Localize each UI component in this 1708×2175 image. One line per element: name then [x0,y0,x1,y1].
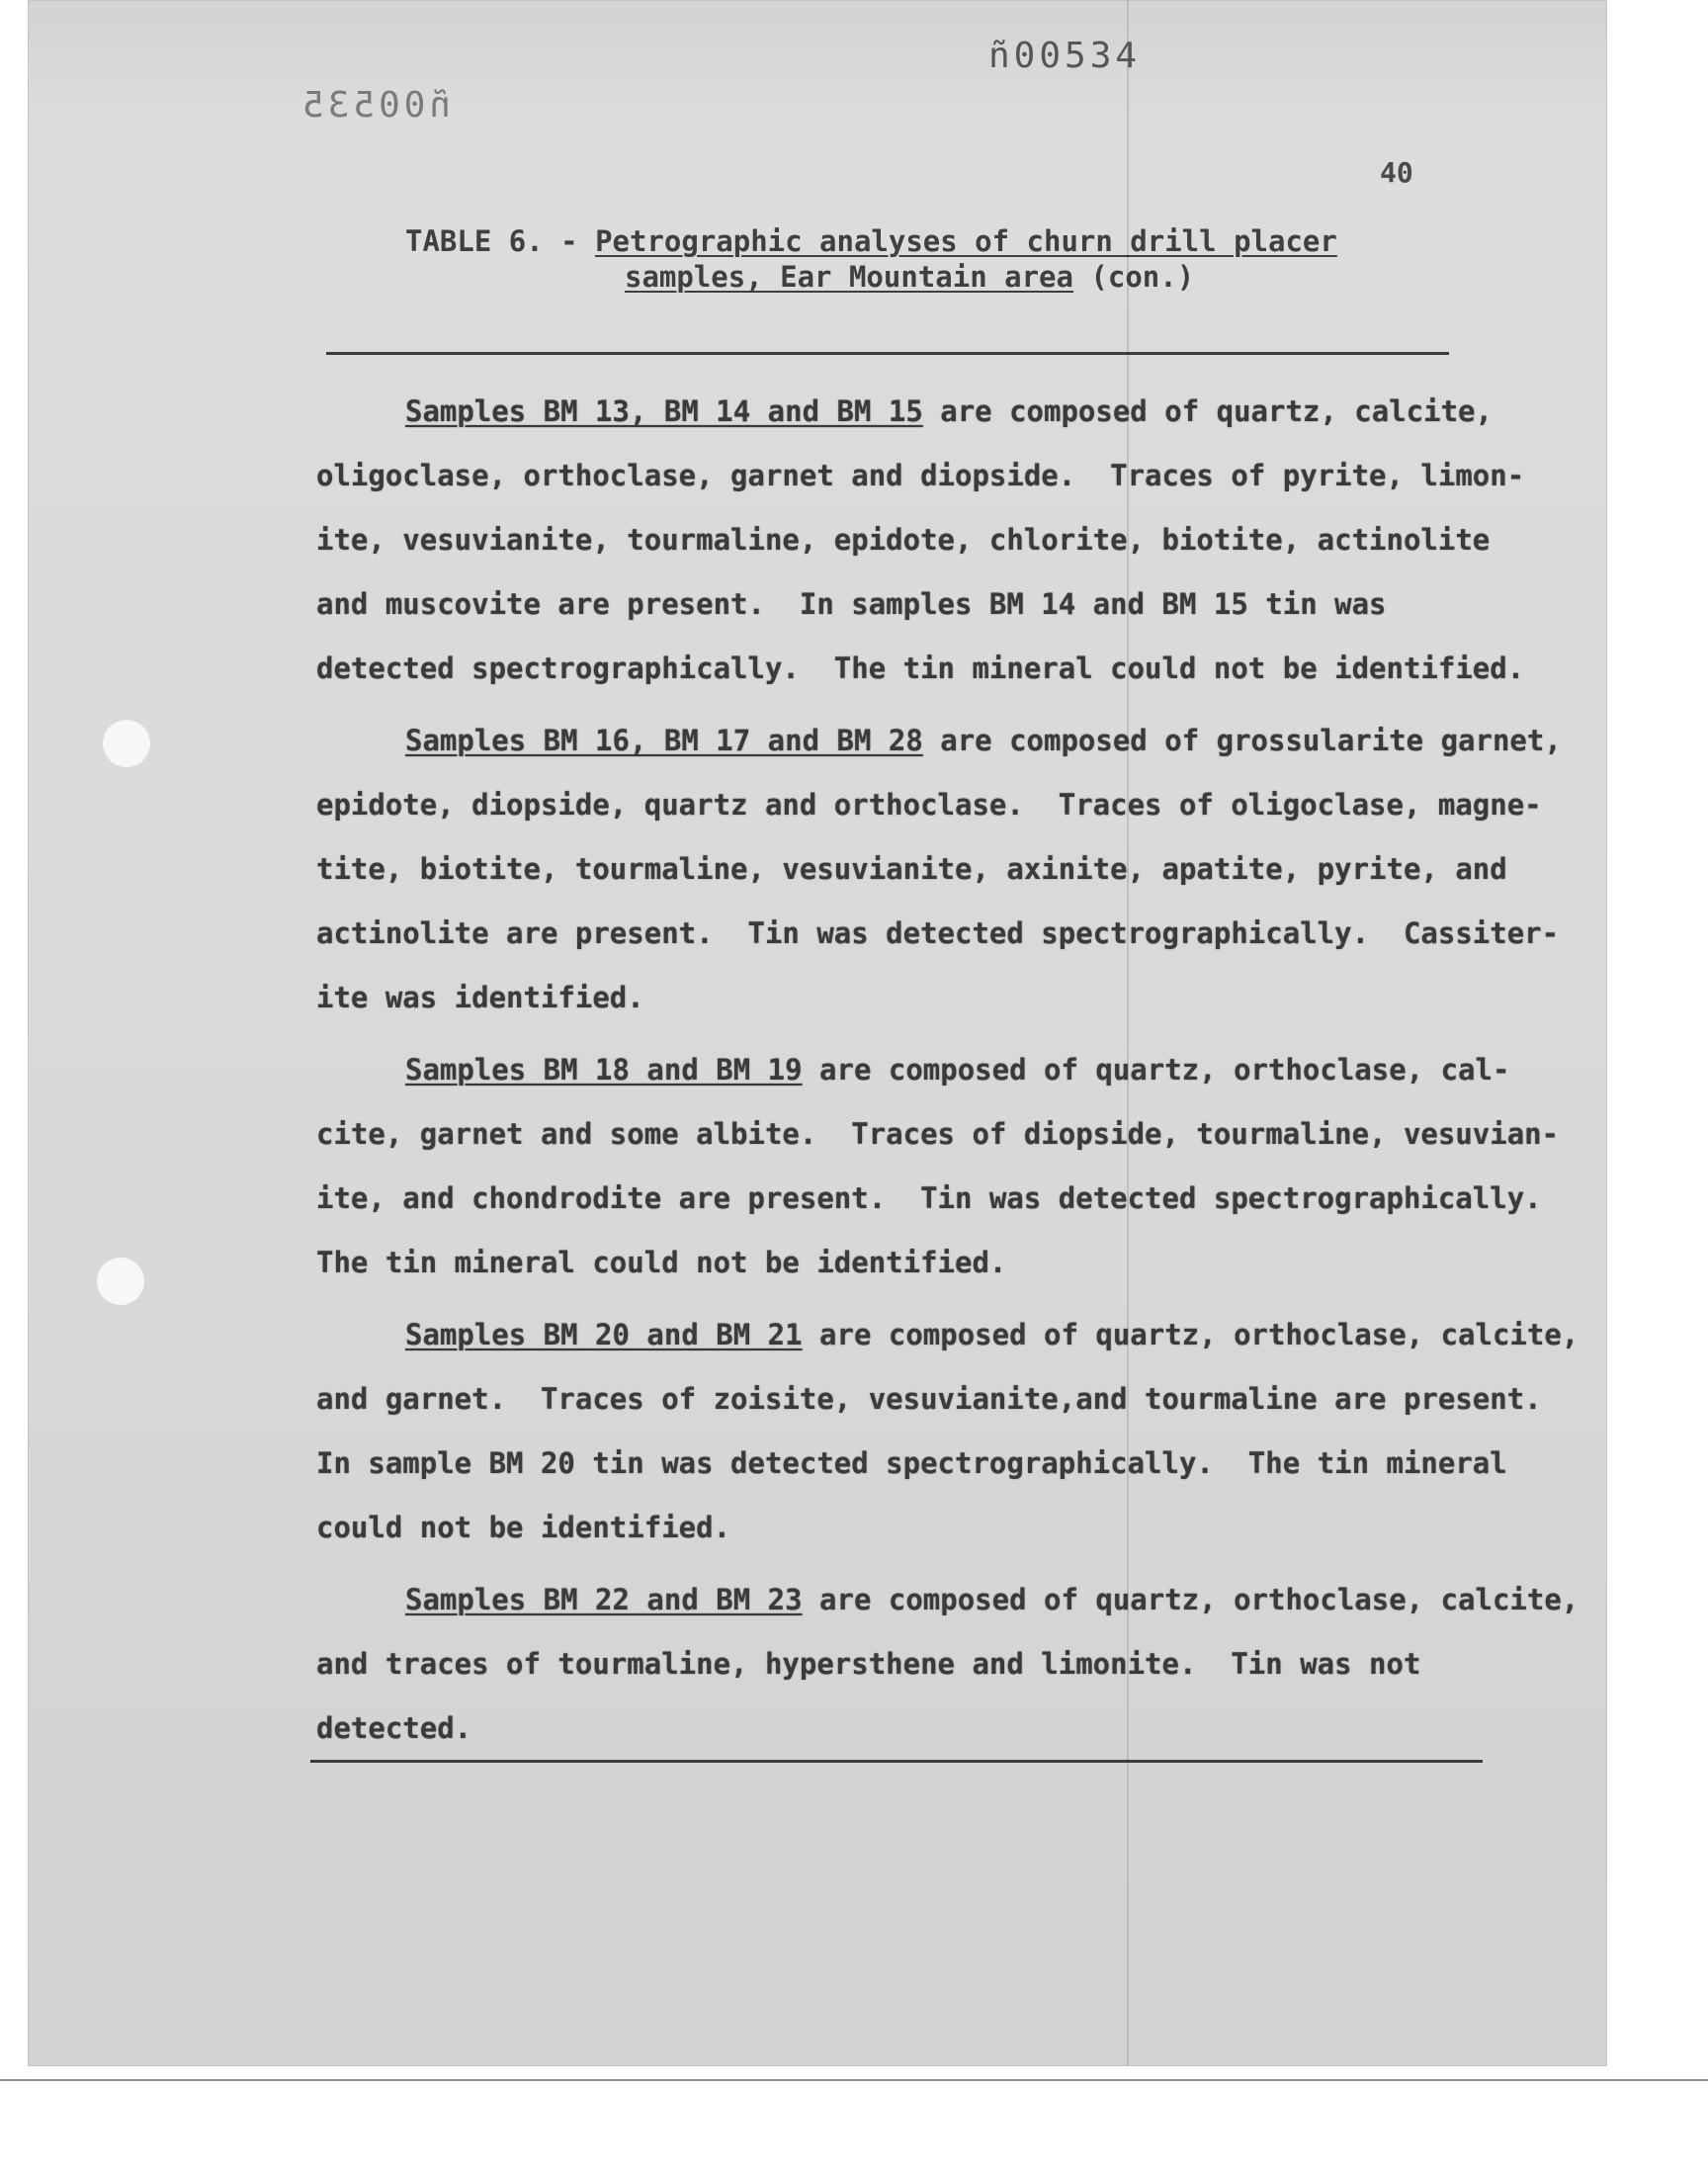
text-line: and traces of tourmaline, hypersthene and limonite. Tin was not [316,1647,1421,1681]
punch-hole-top [103,720,150,767]
page-number: 40 [1380,156,1413,189]
paragraph [316,380,1525,701]
sample-group-label: Samples BM 20 and BM 21 [405,1318,803,1351]
table-label: TABLE 6. - [405,224,596,258]
sample-group-label: Samples BM 22 and BM 23 [405,1583,803,1616]
table-title-line2: samples, Ear Mountain area [625,260,1073,294]
text-line: ite, vesuvianite, tourmaline, epidote, chlorite, biotite, actinolite [316,523,1491,557]
document-stamp: ñ00534 [988,36,1142,76]
paragraph [316,1038,1560,1295]
text-line: oligoclase, orthoclase, garnet and diopside. Traces of pyrite, limon- [316,459,1525,492]
text-line: actinolite are present. Tin was detected spectrographically. Cassiter- [316,916,1560,950]
text-line: are composed of quartz, orthoclase, cal- [802,1053,1510,1087]
bottom-rule [310,1760,1483,1763]
text-line: are composed of quartz, orthoclase, calcite, [802,1583,1580,1616]
text-line: are composed of quartz, orthoclase, calcite, [802,1318,1580,1351]
text-line: detected. [316,1711,472,1745]
text-line: ite was identified. [316,981,644,1014]
text-line: tite, biotite, tourmaline, vesuvianite, axinite, apatite, pyrite, and [316,852,1507,886]
paragraph [316,709,1562,1030]
text-line: detected spectrographically. The tin mineral could not be identified. [316,652,1525,685]
paragraph [316,1303,1580,1560]
sample-group-label: Samples BM 13, BM 14 and BM 15 [405,394,923,428]
text-line: In sample BM 20 tin was detected spectrographically. The tin mineral [316,1446,1507,1480]
table-title-line1: Petrographic analyses of churn drill placer [595,224,1337,258]
text-line: cite, garnet and some albite. Traces of diopside, tourmaline, vesuvian- [316,1117,1560,1151]
table-title-suffix: (con.) [1072,260,1195,294]
bleed-through-stamp: ñ00535 [299,85,452,126]
table-title [405,223,1354,295]
text-line: are composed of grossularite garnet, [922,724,1562,757]
punch-hole-bottom [97,1258,144,1305]
top-rule [326,352,1449,355]
text-line: epidote, diopside, quartz and orthoclase. Traces of oligoclase, magne- [316,788,1542,822]
text-line: and muscovite are present. In samples BM 14 and BM 15 tin was [316,587,1387,621]
sample-group-label: Samples BM 18 and BM 19 [405,1053,803,1087]
text-line: and garnet. Traces of zoisite, vesuvianite,and tourmaline are present. [316,1382,1542,1416]
text-line: are composed of quartz, calcite, [922,394,1493,428]
text-line: could not be identified. [316,1511,731,1544]
sample-group-label: Samples BM 16, BM 17 and BM 28 [405,724,923,757]
paragraph [316,1568,1580,1761]
text-line: The tin mineral could not be identified. [316,1246,1007,1279]
scanner-edge-line [0,2079,1708,2081]
text-line: ite, and chondrodite are present. Tin was detected spectrographically. [316,1181,1542,1215]
body-text [316,380,1580,1769]
